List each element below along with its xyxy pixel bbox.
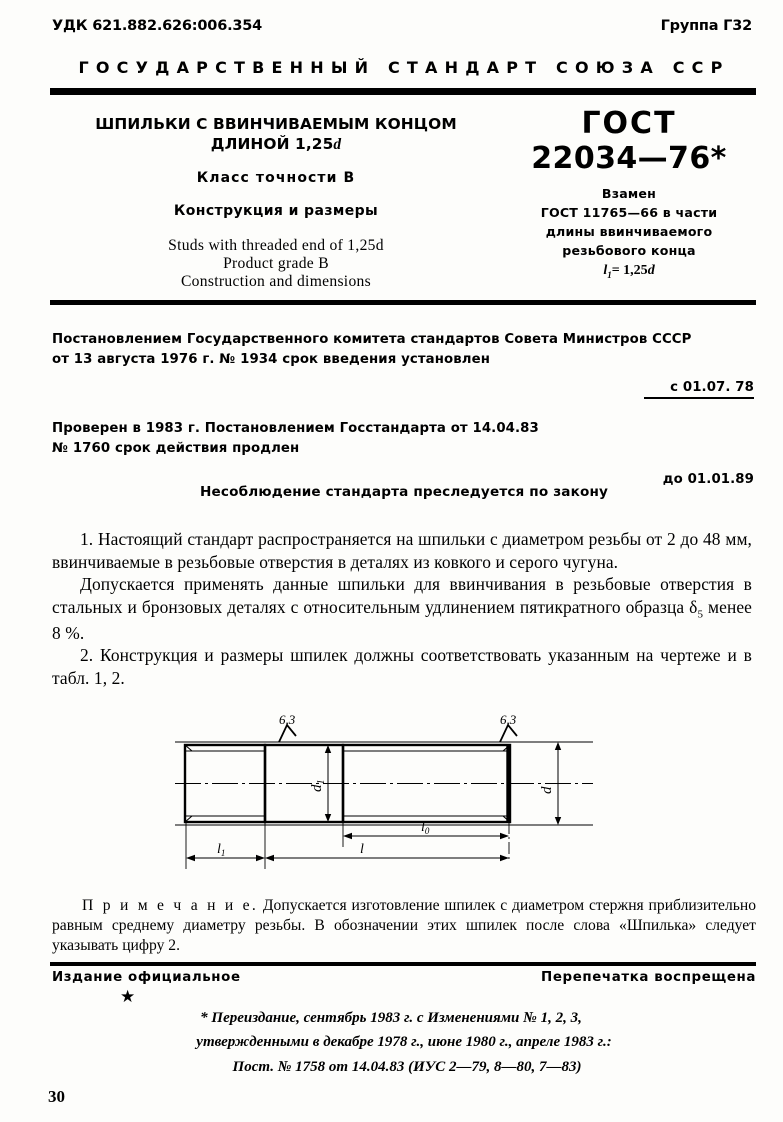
star-icon: ★ bbox=[120, 987, 136, 1006]
title-block-left bbox=[50, 104, 502, 294]
publication-title: ГОСУДАРСТВЕННЫЙ СТАНДАРТ СОЮЗА ССР bbox=[78, 58, 730, 77]
decree-line4: № 1760 срок действия продлен bbox=[52, 440, 300, 456]
dimension-d-label: d bbox=[539, 786, 555, 794]
dimension-l1 bbox=[186, 855, 265, 861]
reissue-line3: Пост. № 1758 от 14.04.83 (ИУС 2—79, 8—80, 7—83) bbox=[232, 1058, 582, 1075]
english-title-line1: Studs with threaded end of 1,25d bbox=[168, 236, 384, 254]
official-edition-label: Издание официальное bbox=[52, 970, 241, 985]
gost-label: ГОСТ bbox=[581, 106, 677, 141]
replaces-line2: длины ввинчиваемого bbox=[545, 223, 713, 239]
decree-block-2 bbox=[52, 419, 756, 459]
english-title-line3: Construction and dimensions bbox=[180, 272, 372, 290]
decree-line2: от 13 августа 1976 г. № 1934 срок введения установлен bbox=[52, 352, 491, 368]
dimension-l bbox=[265, 855, 509, 861]
header-divider bbox=[50, 88, 756, 95]
reprint-prohibited-label: Перепечатка воспрещена bbox=[541, 970, 756, 985]
stud-technical-drawing bbox=[175, 712, 595, 892]
english-title bbox=[50, 237, 502, 291]
gost-number: 22034—76* bbox=[531, 140, 727, 176]
body-paragraph-2a: Допускается применять данные шпильки для ввинчивания в резьбовые отверстия в стальных и бронзовых деталях с относительным удлинением пятикратного образца δ bbox=[52, 574, 752, 617]
compliance-warning: Несоблюдение стандарта преследуется по закону bbox=[199, 484, 609, 500]
dimension-l-label: l bbox=[360, 842, 364, 857]
body-paragraph-2b: менее 8 %. bbox=[52, 596, 752, 643]
roughness-left-label: 6,3 bbox=[279, 712, 296, 727]
replaces-line3: резьбового конца bbox=[562, 242, 696, 258]
section-subtitle: Конструкция и размеры bbox=[173, 202, 379, 219]
formula-variable: l bbox=[603, 262, 608, 278]
date-underline bbox=[644, 397, 754, 399]
standard-name-line1: ШПИЛЬКИ С ВВИНЧИВАЕМЫМ КОНЦОМ bbox=[95, 115, 457, 133]
reissue-line1: * Переиздание, сентябрь 1983 г. с Изменениями № 1, 2, 3, bbox=[200, 1010, 582, 1026]
title-block-right bbox=[502, 104, 756, 294]
udc-row bbox=[52, 18, 752, 34]
title-block bbox=[50, 104, 756, 294]
reissue-line2: утвержденными в декабре 1978 г., июне 1980 г., апреле 1983 г.: bbox=[196, 1034, 612, 1051]
note-paragraph bbox=[52, 896, 756, 956]
note-block bbox=[52, 896, 756, 956]
footer-divider bbox=[50, 962, 756, 966]
roughness-symbol-left bbox=[279, 725, 296, 742]
body-paragraph-2 bbox=[52, 573, 752, 644]
replaces-block bbox=[502, 185, 756, 261]
body-text bbox=[52, 528, 752, 690]
roughness-symbol-right bbox=[500, 725, 517, 742]
decree-block bbox=[52, 330, 756, 490]
standard-name bbox=[50, 114, 502, 156]
decree-line1: Постановлением Государственного комитета стандартов Совета Министров СССР bbox=[52, 332, 692, 347]
footer-row bbox=[52, 970, 756, 985]
replaces-formula bbox=[502, 263, 756, 280]
dimension-l1-label: $l_1$ bbox=[217, 842, 226, 858]
effective-to-date: до 01.01.89 bbox=[662, 472, 754, 488]
replaces-line1: ГОСТ 11765—66 в части bbox=[540, 204, 718, 220]
english-title-line2: Product grade B bbox=[223, 254, 329, 272]
decree-line3: Проверен в 1983 г. Постановлением Госстандарта от 14.04.83 bbox=[52, 420, 539, 436]
page-number: 30 bbox=[48, 1087, 65, 1106]
title-divider bbox=[50, 300, 756, 305]
effective-from-date: с 01.07. 78 bbox=[670, 380, 754, 396]
formula-subscript: 1 bbox=[607, 269, 612, 280]
body-paragraph-1: 1. Настоящий стандарт распространяется на шпильки с диаметром резьбы от 2 до 48 мм, ввинчиваемые в резьбовые отверстия в деталях из ковкого и серого чугуна. bbox=[52, 529, 752, 572]
reissue-note bbox=[52, 1006, 756, 1079]
note-text: Допускается изготовление шпилек с диаметром стержня приблизительно равным среднему диаметру резьбы. В обозначении этих шпилек после слова «Шпилька» следует указывать цифру 2. bbox=[52, 897, 756, 954]
formula-d: d bbox=[647, 262, 655, 278]
group-code: Группа Г32 bbox=[660, 18, 752, 34]
dimension-d1-label: $d_1$ bbox=[309, 779, 327, 792]
formula-rest: = 1,25 bbox=[611, 262, 648, 278]
delta-subscript: 5 bbox=[697, 608, 704, 621]
diameter-symbol: d bbox=[333, 136, 342, 154]
dimension-l0-label: $l_0$ bbox=[421, 820, 430, 836]
replaces-label: Взамен bbox=[601, 186, 657, 201]
roughness-right-label: 6,3 bbox=[500, 712, 517, 727]
note-label: П р и м е ч а н и е. bbox=[82, 897, 259, 914]
body-paragraph-3: 2. Конструкция и размеры шпилек должны соответствовать указанным на чертеже и в табл. 1, 2. bbox=[52, 645, 752, 688]
udc-code: УДК 621.882.626:006.354 bbox=[52, 18, 263, 34]
accuracy-class: Класс точности В bbox=[196, 169, 356, 186]
standard-name-line2: ДЛИНОЙ 1,25 bbox=[210, 135, 334, 154]
